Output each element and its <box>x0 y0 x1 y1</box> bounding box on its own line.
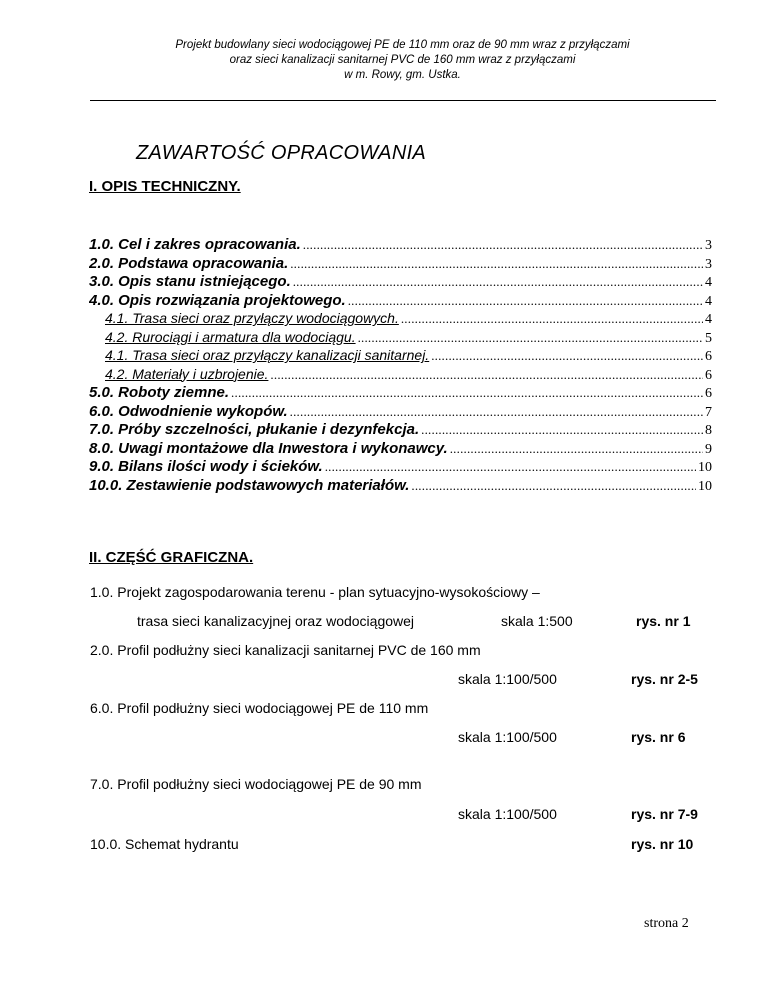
toc-leader-dots <box>325 459 696 475</box>
drawing-item-scale: skala 1:100/500 <box>458 671 557 687</box>
header-line-3: w m. Rowy, gm. Ustka. <box>344 69 461 81</box>
toc-subentry[interactable] <box>89 347 712 366</box>
drawing-item-number: rys. nr 6 <box>631 729 686 745</box>
toc-entry-page: 3 <box>705 238 712 253</box>
toc-entry-page: 9 <box>705 441 712 457</box>
drawing-item-title: 10.0. Schemat hydrantu <box>90 836 239 852</box>
table-of-contents <box>89 236 712 495</box>
drawing-item-number: rys. nr 7-9 <box>631 806 698 822</box>
toc-subentry[interactable] <box>89 310 712 329</box>
toc-leader-dots <box>303 237 703 253</box>
drawing-item-number: rys. nr 2-5 <box>631 671 698 687</box>
toc-leader-dots <box>231 385 703 401</box>
toc-entry-page: 5 <box>705 330 712 346</box>
drawing-item-subtitle: trasa sieci kanalizacyjnej oraz wodociągowej <box>137 613 415 629</box>
toc-entry[interactable] <box>89 403 712 422</box>
toc-entry-page: 4 <box>705 293 712 309</box>
toc-leader-dots <box>401 311 703 327</box>
toc-entry[interactable] <box>89 421 712 440</box>
drawing-item-number: rys. nr 10 <box>631 836 694 852</box>
toc-entry-page: 6 <box>705 367 712 383</box>
toc-entry-label: 4.2. Rurociągi i armatura dla wodociągu. <box>105 328 356 345</box>
toc-entry-page: 3 <box>705 256 712 272</box>
toc-entry[interactable] <box>89 273 712 292</box>
toc-entry[interactable] <box>89 477 712 496</box>
toc-entry-label: 4.2. Materiały i uzbrojenie. <box>105 365 269 382</box>
toc-leader-dots <box>270 367 703 383</box>
document-title: ZAWARTOŚĆ OPRACOWANIA <box>136 142 427 164</box>
toc-leader-dots <box>358 330 703 346</box>
toc-subentry[interactable] <box>89 366 712 385</box>
toc-entry[interactable] <box>89 384 712 403</box>
toc-entry-label: 5.0. Roboty ziemne. <box>89 384 230 401</box>
toc-entry-label: 4.0. Opis rozwiązania projektowego. <box>89 291 346 309</box>
toc-entry-label: 3.0. Opis stanu istniejącego. <box>89 273 291 290</box>
toc-entry-label: 8.0. Uwagi montażowe dla Inwestora i wykonawcy. <box>89 439 448 457</box>
toc-entry-page: 6 <box>705 349 712 364</box>
drawing-item-title: 1.0. Projekt zagospodarowania terenu - plan sytuacyjno-wysokościowy – <box>90 584 540 600</box>
toc-leader-dots <box>431 348 703 364</box>
header-line-2: oraz sieci kanalizacji sanitarnej PVC de 160 mm wraz z przyłączami <box>229 54 576 66</box>
toc-leader-dots <box>450 441 703 457</box>
page-header <box>90 38 715 83</box>
toc-entry-label: 9.0. Bilans ilości wody i ścieków. <box>89 458 323 475</box>
toc-subentry[interactable] <box>89 329 712 348</box>
toc-entry[interactable] <box>89 440 712 459</box>
drawing-item-scale: skala 1:100/500 <box>458 806 557 822</box>
drawing-item-scale: skala 1:100/500 <box>458 729 557 745</box>
toc-leader-dots <box>290 404 703 420</box>
toc-entry-page: 10 <box>698 478 712 494</box>
header-divider <box>90 100 716 101</box>
toc-entry[interactable] <box>89 458 712 477</box>
toc-leader-dots <box>411 478 696 494</box>
toc-leader-dots <box>348 293 703 309</box>
toc-entry-label: 7.0. Próby szczelności, płukanie i dezynfekcja. <box>89 421 420 438</box>
toc-entry-page: 4 <box>705 312 712 327</box>
toc-entry-label: 4.1. Trasa sieci oraz przyłączy kanalizacji sanitarnej. <box>105 347 430 363</box>
drawing-item-number: rys. nr 1 <box>636 613 691 629</box>
drawing-item-title: 7.0. Profil podłużny sieci wodociągowej PE de 90 mm <box>90 776 422 792</box>
toc-leader-dots <box>421 422 703 438</box>
toc-entry-page: 7 <box>705 404 712 420</box>
section-heading-graphic: II. CZĘŚĆ GRAFICZNA. <box>89 549 254 566</box>
drawing-item-title: 6.0. Profil podłużny sieci wodociągowej PE de 110 mm <box>90 700 429 716</box>
toc-entry-label: 2.0. Podstawa opracowania. <box>89 254 289 272</box>
drawing-item-title: 2.0. Profil podłużny sieci kanalizacji sanitarnej PVC de 160 mm <box>90 642 481 658</box>
toc-entry[interactable] <box>89 236 712 255</box>
toc-entry-page: 8 <box>705 423 712 438</box>
toc-leader-dots <box>290 256 703 272</box>
header-line-1: Projekt budowlany sieci wodociągowej PE de 110 mm oraz de 90 mm wraz z przyłączami <box>175 39 630 51</box>
toc-entry-label: 4.1. Trasa sieci oraz przyłączy wodociągowych. <box>105 310 399 326</box>
toc-entry-label: 1.0. Cel i zakres opracowania. <box>89 236 301 253</box>
toc-entry-page: 6 <box>705 386 712 401</box>
page-number: strona 2 <box>644 916 689 931</box>
toc-entry-page: 4 <box>705 275 712 290</box>
toc-leader-dots <box>293 274 703 290</box>
toc-entry[interactable] <box>89 255 712 274</box>
toc-entry-page: 10 <box>698 460 712 475</box>
toc-entry[interactable] <box>89 292 712 311</box>
section-heading-technical: I. OPIS TECHNICZNY. <box>89 178 241 195</box>
toc-entry-label: 6.0. Odwodnienie wykopów. <box>89 402 288 420</box>
toc-entry-label: 10.0. Zestawienie podstawowych materiałów. <box>89 476 410 494</box>
drawing-item-scale: skala 1:500 <box>501 613 573 629</box>
